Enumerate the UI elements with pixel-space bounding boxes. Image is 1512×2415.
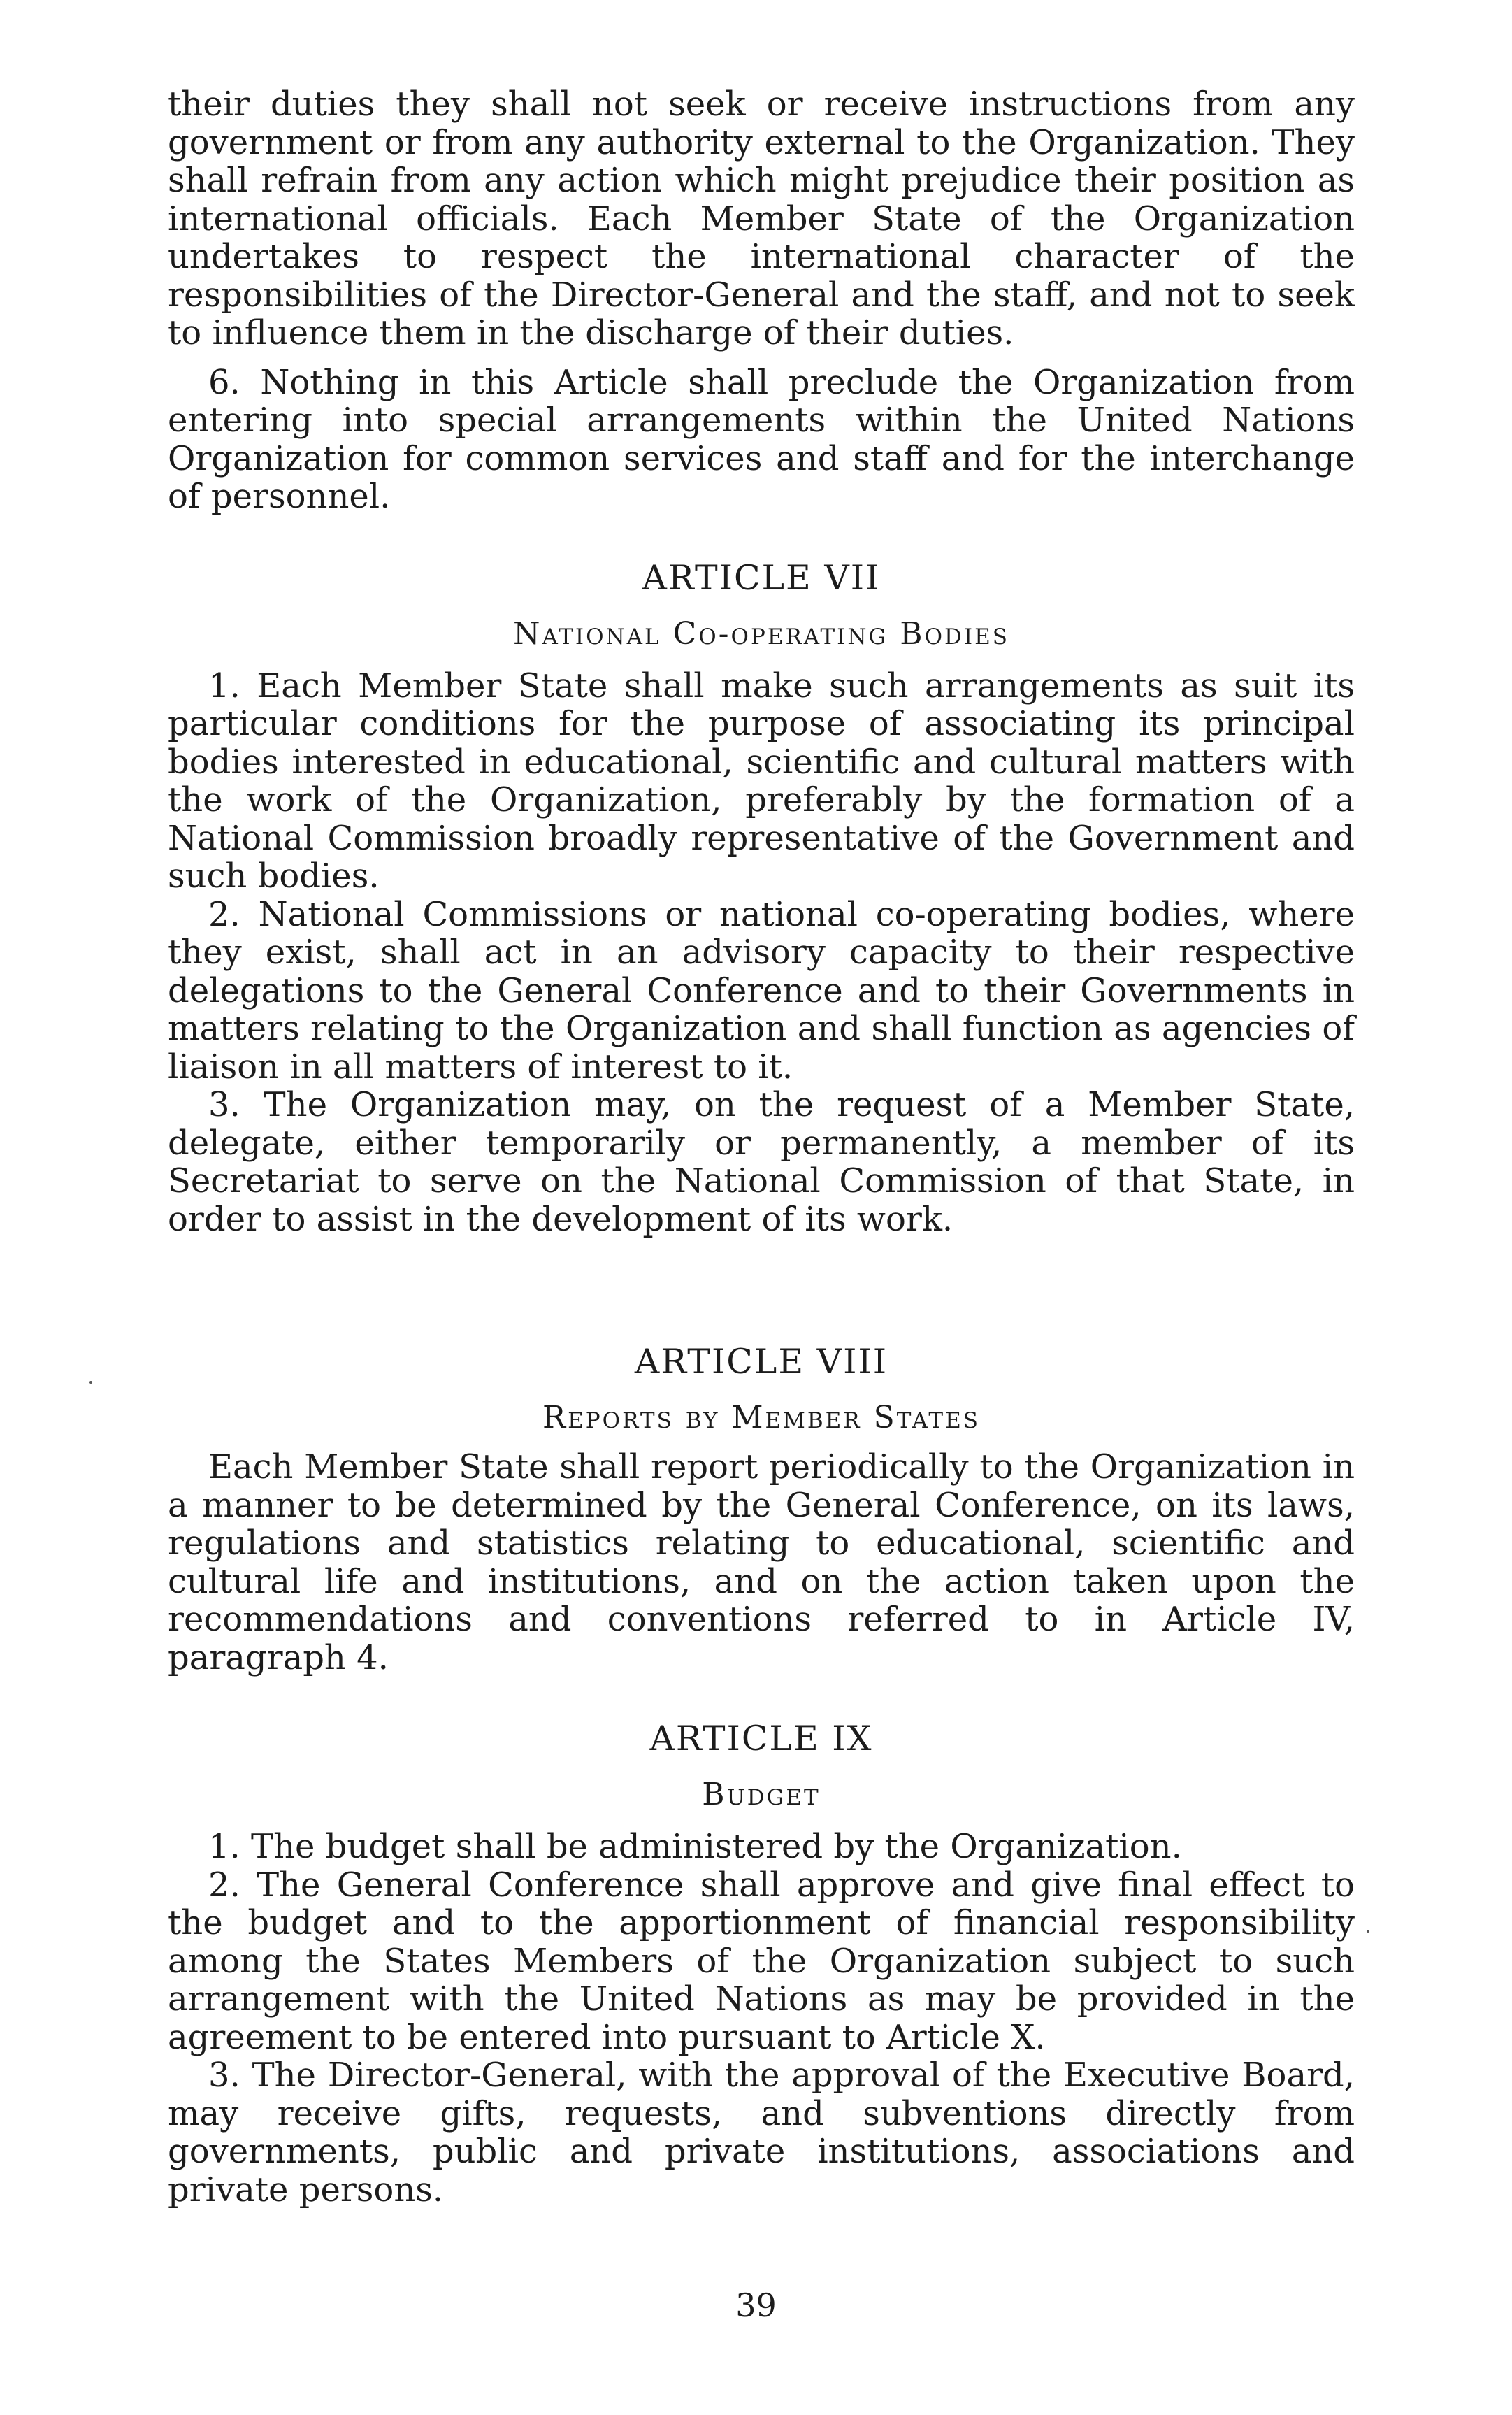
stray-ink-mark — [1367, 1930, 1369, 1933]
page-number: 39 — [735, 2286, 777, 2324]
continuation-paragraph: their duties they shall not seek or receive instructions from any government or from any authority external to the Organization. They shall refrain from any action which might prejudice their position as international officials. Each Member State of the Organization undertakes to respect the international character of the responsibilities of the Director-General and the staff, and not to seek to influence them in the discharge of their duties. — [168, 85, 1355, 352]
article-viii-subheading: Reports by Member States — [542, 1400, 980, 1435]
article-viii-heading: ARTICLE VIII — [634, 1342, 888, 1382]
document-page — [168, 85, 1355, 2209]
paragraph-6: 6. Nothing in this Article shall preclude the Organization from entering into special arrangements within the United Nations Organization for common services and staff and for the interchange of personnel. — [168, 362, 1355, 516]
stray-ink-mark — [89, 1381, 92, 1384]
article-vii-paragraph-1: 1. Each Member State shall make such arrangements as suit its particular conditions for the purpose of associating its principal bodies interested in educational, scientific and cultural matters with the work of the Organization, preferably by the formation of a National Commission broadly representative of the Government and such bodies. — [168, 666, 1355, 896]
article-vii-paragraph-3: 3. The Organization may, on the request of a Member State, delegate, either temporarily or permanently, a member of its Secretariat to serve on the National Commission of that State, in order to assist in the development of its work. — [168, 1085, 1355, 1239]
article-vii-subheading: National Co-operating Bodies — [512, 615, 1009, 652]
article-viii-paragraph-1: Each Member State shall report periodically to the Organization in a manner to be determined by the General Conference, on its laws, regulations and statistics relating to educational, scientific and cultural life and institutions, and on the action taken upon the recommendations and conventions referred to in Article IV, paragraph 4. — [168, 1447, 1355, 1677]
article-vii-heading: ARTICLE VII — [642, 557, 881, 598]
article-ix-heading: ARTICLE IX — [649, 1719, 873, 1758]
article-ix-subheading: Budget — [702, 1777, 821, 1812]
article-ix-paragraph-3: 3. The Director-General, with the approval of the Executive Board, may receive gifts, requests, and subventions directly from governments, public and private institutions, associations and private persons. — [168, 2056, 1355, 2209]
article-ix-paragraph-2: 2. The General Conference shall approve and give final effect to the budget and to the apportionment of financial responsibility among the States Members of the Organization subject to such arrangement with the United Nations as may be provided in the agreement to be entered into pursuant to Article X. — [168, 1865, 1355, 2057]
article-vii-paragraph-2: 2. National Commissions or national co-operating bodies, where they exist, shall act in an advisory capacity to their respective delegations to the General Conference and to their Governments in matters relating to the Organization and shall function as agencies of liaison in all matters of interest to it. — [168, 894, 1355, 1087]
article-ix-paragraph-1: 1. The budget shall be administered by the Organization. — [208, 1827, 1182, 1866]
